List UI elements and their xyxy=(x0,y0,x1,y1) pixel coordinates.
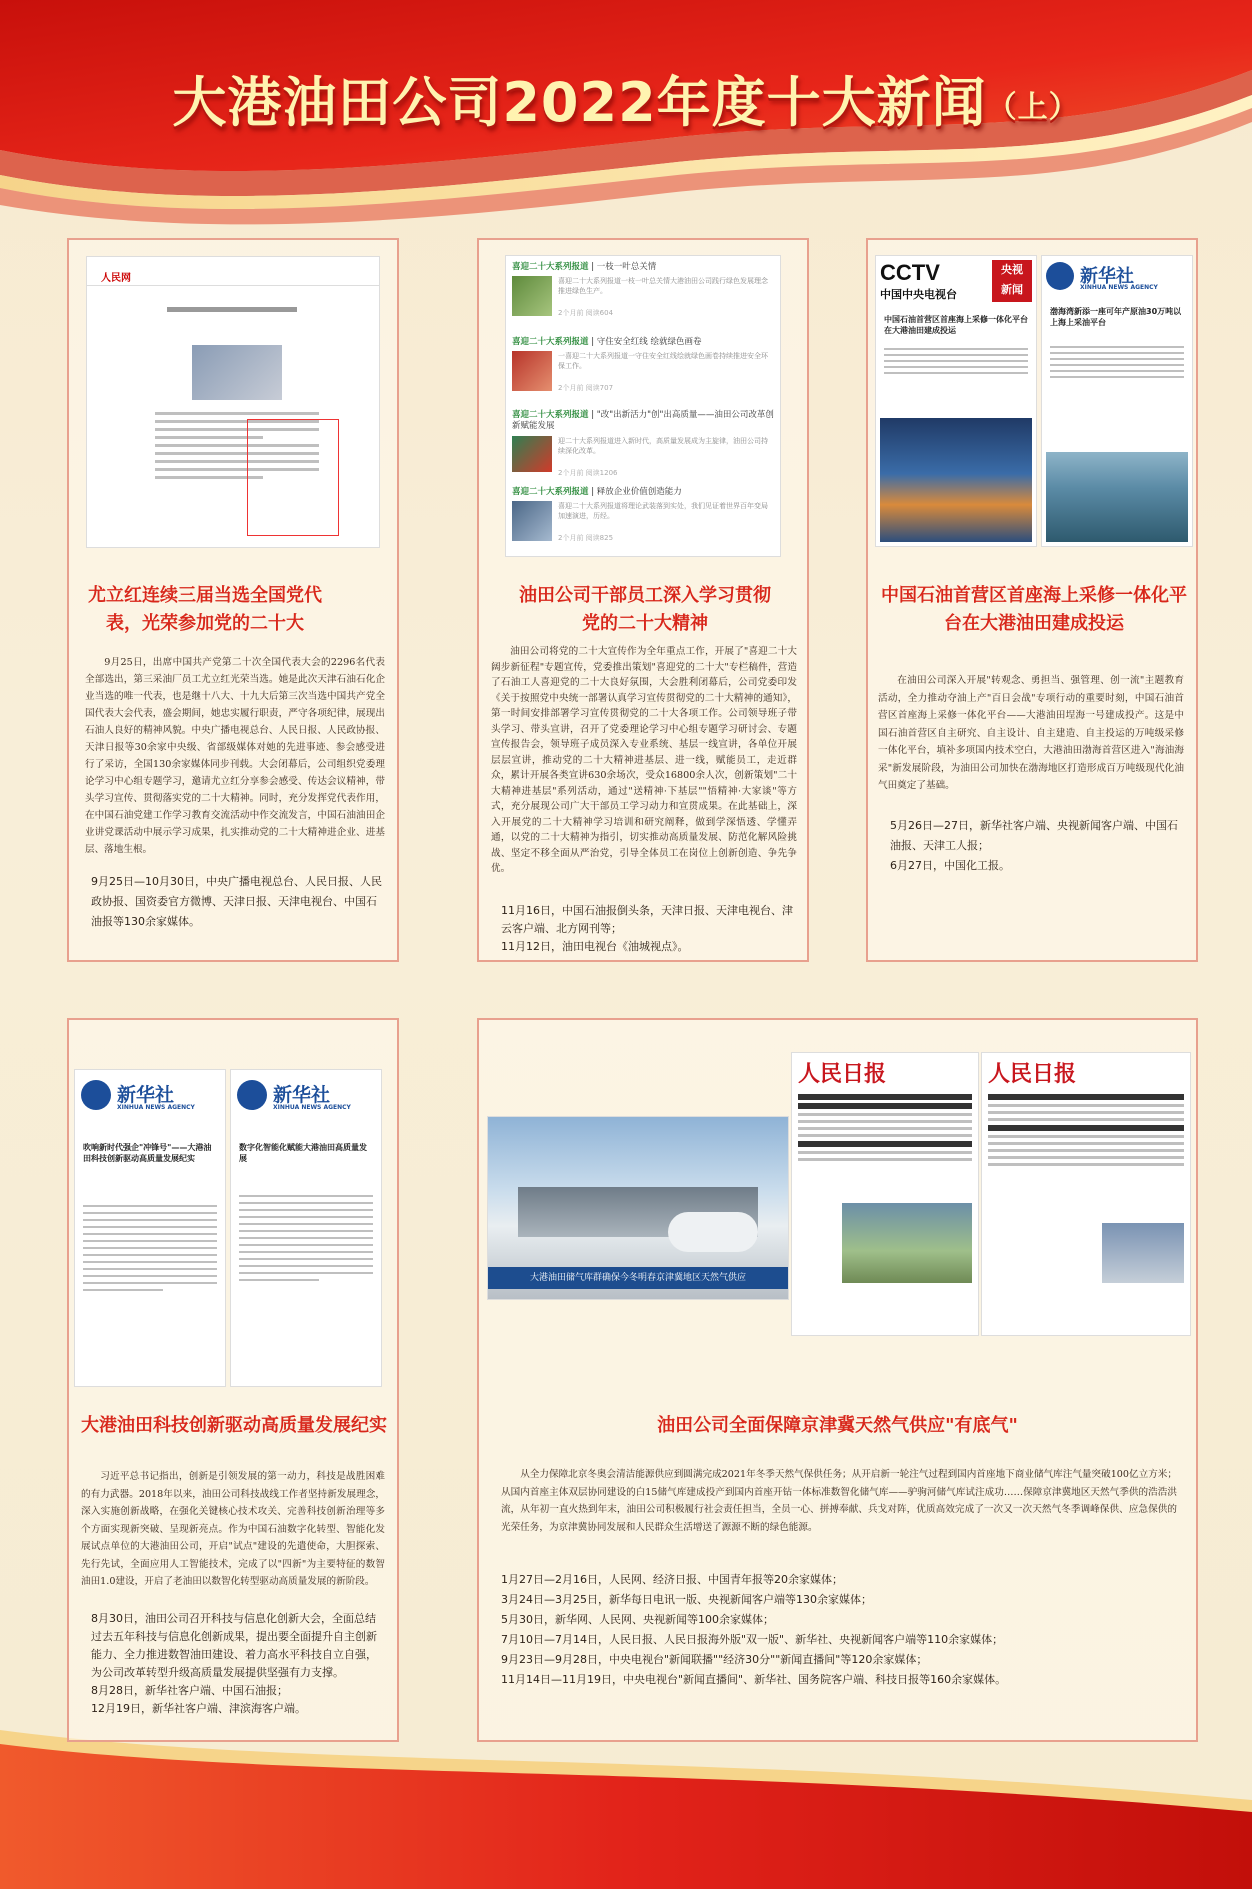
xinhua-article-screenshot-2 xyxy=(231,1070,381,1386)
news-1-screenshot xyxy=(87,257,379,547)
news-5-headline: 油田公司全面保障京津冀天然气供应"有底气" xyxy=(657,1415,1018,1436)
news-5-media-line: 1月27日—2月16日，人民网、经济日报、中国青年报等20余家媒体； xyxy=(501,1573,843,1586)
cctv-badge-line: 央视 xyxy=(1001,263,1023,276)
people-daily-masthead: 人民日报 xyxy=(798,1061,887,1087)
news-2-media-line: 11月12日，油田电视台《油城视点》。 xyxy=(501,940,689,953)
cctv-name: 中国中央电视台 xyxy=(880,288,957,301)
list-item-desc: 喜迎二十大系列报道一枝一叶总关情大港油田公司践行绿色发展理念推进绿色生产。 xyxy=(558,277,768,295)
list-item-meta: 2个月前 阅读604 xyxy=(558,309,614,317)
xinhua-news-screenshot xyxy=(1042,256,1192,546)
news-panel-5 xyxy=(477,1018,1198,1742)
list-item-tag: 喜迎二十大系列报道 xyxy=(512,337,589,347)
people-daily-masthead: 人民日报 xyxy=(988,1061,1077,1087)
news-2-body xyxy=(491,644,797,877)
list-item: 喜迎二十大系列报道 | 守住安全红线 绘就绿色画卷 一喜迎二十大系列报道一守住安全红线绘就绿色画卷持续推进安全环保工作。 2个月前 阅读707 xyxy=(506,331,780,406)
news-2-headline: 油田公司干部员工深入学习贯彻党的二十大精神 xyxy=(519,585,771,634)
news-5-body xyxy=(501,1466,1177,1536)
news-3-media xyxy=(868,816,1184,876)
xinhua-name: 新华社 xyxy=(1080,266,1134,287)
list-item-meta: 2个月前 阅读1206 xyxy=(558,469,618,477)
xinhua-article-title: 数字化智能化赋能大港油田高质量发展 xyxy=(239,1143,367,1163)
cctv-badge-line: 新闻 xyxy=(1001,283,1023,296)
news-4-body xyxy=(81,1468,385,1591)
news-4-body-text: 习近平总书记指出，创新是引领发展的第一动力，科技是战胜困难的有力武器。2018年以来，油田公司科技战线工作者坚持新发展理念，深入实施创新战略，在强化关键核心技术攻关、完善科技创新治理等多个方面实现新突破、呈现新亮点。作为中国石油数字化转型、智能化发展试点单位的大港油田公司，开启"试点"建设的先遣使命，大胆探索、先行先试，全面应用人工智能技术，完成了以"四新"为主要特征的数智油田1.0建设，开启了老油田以数智化转型驱动高质量发展的新阶段。 xyxy=(81,1471,385,1587)
news-2-media-line: 11月16日，中国石油报倒头条，天津日报、天津电视台、津云客户端、北方网刊等； xyxy=(501,904,793,935)
xinhua-english-name: XINHUA NEWS AGENCY xyxy=(1080,284,1158,291)
cctv-news-screenshot xyxy=(876,256,1036,546)
xinhua-logo xyxy=(237,1080,267,1110)
xinhua-article-title: 渤海湾新添一座可年产原油30万吨以上海上采油平台 xyxy=(1050,307,1182,327)
list-item: 喜迎二十大系列报道 | "改"出新活力"创"出高质量——油田公司改革创新赋能发展 迎二十大系列报道进入新时代，高质量发展成为主旋律，油田公司持续深化改革。 2个月前 阅读1206 xyxy=(512,410,774,477)
xinhua-english-name: XINHUA NEWS AGENCY xyxy=(117,1104,195,1111)
list-item-title: 释放企业价值创造能力 xyxy=(596,487,682,497)
news-3-headline: 中国石油首营区首座海上采修一体化平台在大港油田建成投运 xyxy=(881,585,1187,634)
xinhua-logo xyxy=(1046,262,1074,290)
news-2-body-text: 油田公司将党的二十大宣传作为全年重点工作，开展了"喜迎二十大 阔步新征程"专题宣传，党委推出策划"喜迎党的二十大"专栏稿件，营造了石油工人喜迎党的二十大良好氛围，大会胜利闭幕后，公司党委印发《关于按照党中央统一部署认真学习宣传贯彻党的二十大精神的通知》，第一时间安排部署学习宣传贯彻党的二十大各项工作。公司领导班子带头学习、带头宣讲，召开了党委理论学习中心组专题学习研讨会、专题宣传报告会，领导班子成员深入专业系统、基层一线宣讲，各单位开展层层宣讲，推动党的二十大精神进基层、进一线，赋能员工，走近群众，累计开展各类宣讲630余场次，受众16800余人次，创新策划"二十大精神进基层"系列活动，通过"送精神·下基层""悟精神·大家谈"等方式，充分展现公司广大干部员工学习动力和宣贯成果。在此基础上，深入开展党的二十大精神学习培训和研究阐释，做到学深悟透、学懂弄通，以党的二十大精神为指引，切实推动高质量发展、防范化解风险挑战、坚定不移全面从严治党，引导全体员工在岗位上创新创造、争先争优。 xyxy=(491,646,797,874)
news-4-headline: 大港油田科技创新驱动高质量发展纪实 xyxy=(81,1415,387,1436)
list-item-title: "改"出新活力"创"出高质量——油田公司改革创新赋能发展 xyxy=(512,410,774,431)
title-main: 大港油田公司2022年度十大新闻 xyxy=(172,71,987,134)
xinhua-article-screenshot-1 xyxy=(75,1070,225,1386)
title-suffix: （上） xyxy=(986,90,1080,125)
offshore-platform-photo xyxy=(1046,452,1188,542)
list-item: 喜迎二十大系列报道 | 释放企业价值创造能力 喜迎二十大系列报道将理论武装落到实处，我们见证着世界百年变局加速演进，历经。 2个月前 阅读825 xyxy=(506,481,780,556)
tv-news-video-frame xyxy=(488,1117,788,1299)
news-1-media xyxy=(69,872,385,932)
news-3-body-text: 在油田公司深入开展"转观念、勇担当、强管理、创一流"主题教育活动，全力推动夺油上产"百日会战"专项行动的重要时刻，中国石油首营区首座海上采修一体化平台——大港油田埕海一号建成投产。这是中国石油首营区自主研究、自主设计、自主建造、自主投运的万吨级采修一体化平台，填补多项国内技术空白，大港油田渤海首营区进入"海油海采"新发展阶段，为油田公司加快在渤海地区打造形成百万吨级现代化油气田奠定了基础。 xyxy=(878,675,1184,791)
list-item-tag: 喜迎二十大系列报道 xyxy=(512,410,589,420)
xinhua-name: 新华社 xyxy=(273,1084,331,1106)
news-panel-3 xyxy=(866,238,1198,962)
news-1-media-line: 9月25日—10月30日，中央广播电视总台、人民日报、人民政协报、国资委官方微博、天津日报、天津电视台、中国石油报等130余家媒体。 xyxy=(91,875,382,928)
xinhua-logo xyxy=(81,1080,111,1110)
news-3-body xyxy=(878,672,1184,795)
news-5-body-text: 从全力保障北京冬奥会清洁能源供应到圆满完成2021年冬季天然气保供任务；从开启新一轮注气过程到国内首座地下商业储气库注气量突破100亿立方米；从国内首座主体双层协同建设的白15储气库建成投产到国内首座开钻一体标准数智化储气库——驴驹河储气库试注成功……保障京津冀地区天然气季供的浩浩洪流，从年初一直火热到年末，油田公司积极履行社会责任担当，全员一心、拼搏奉献、兵戈对阵，优质高效完成了一次又一次天然气冬季调峰保供、应急保供的光荣任务，为京津冀协同发展和人民群众生活增送了源源不断的绿色能源。 xyxy=(501,1469,1177,1533)
list-item-title: 守住安全红线 绘就绿色画卷 xyxy=(596,337,702,347)
people-daily-front-page-1 xyxy=(792,1053,978,1335)
page-title xyxy=(0,60,1252,137)
bridge-photo xyxy=(842,1203,972,1283)
news-3-media-line: 5月26日—27日，新华社客户端、央视新闻客户端、中国石油报、天津工人报； xyxy=(890,819,1178,852)
cctv-logo: CCTV xyxy=(880,260,940,285)
people-daily-logo: 人民网 xyxy=(101,273,131,284)
news-2-media xyxy=(479,902,799,956)
list-item-tag: 喜迎二十大系列报道 xyxy=(512,262,589,272)
news-1-body-text: 9月25日，出席中国共产党第二十次全国代表大会的2296名代表全部选出，第三采油厂员工尤立红光荣当选。她是此次天津石油石化企业当选的唯一代表，也是继十八大、十九大后第三次当选中国共产党全国代表大会代表，盛会期间，她忠实履行职责，严守各项纪律，展现出石油人良好的精神风貌。中央广播电视总台、人民日报、人民政协报、天津日报等30余家中央级、省部级媒体对她的先进事迹、参会感受进行了采访，全国130余家媒体同步刊载。大会闭幕后，公司组织党委理论学习中心组专题学习，邀请尤立红分享参会感受、传达会议精神，带头学习宣传、贯彻落实党的二十大精神。同时，充分发挥党代表作用，在中国石油党建工作学习教育交流活动中作交流发言，中国石油油田企业讲党课活动中展示学习成果，扎实推动党的二十大精神进企业、进基层、落地生根。 xyxy=(85,657,385,855)
cctv-article-title: 中国石油首营区首座海上采修一体化平台在大港油田建成投运 xyxy=(884,315,1028,335)
list-item: 喜迎二十大系列报道 | 一枝一叶总关情 喜迎二十大系列报道一枝一叶总关情大港油田公司践行绿色发展理念推进绿色生产。 2个月前 阅读604 xyxy=(506,256,780,331)
list-item-meta: 2个月前 阅读707 xyxy=(558,384,614,392)
news-4-media-line: 8月30日，油田公司召开科技与信息化创新大会，全面总结过去五年科技与信息化创新成果，提出要全面提升自主创新能力、全力推进数智油田建设、着力高水平科技自立自强，为公司改革转型升级高质量发展提供坚强有力支撑。 xyxy=(91,1612,377,1679)
list-item-desc: 一喜迎二十大系列报道一守住安全红线绘就绿色画卷持续推进安全环保工作。 xyxy=(558,352,768,370)
news-4-media-line: 12月19日，新华社客户端、津滨海客户端。 xyxy=(91,1702,306,1715)
cctv-news-badge xyxy=(992,260,1032,302)
list-item-tag: 喜迎二十大系列报道 xyxy=(512,487,589,497)
list-item-desc: 迎二十大系列报道进入新时代，高质量发展成为主旋律，油田公司持续深化改革。 xyxy=(558,437,768,455)
news-1-body xyxy=(85,654,385,858)
video-caption: 大港油田储气库群确保今冬明春京津冀地区天然气供应 xyxy=(488,1267,788,1289)
news-2-article-list xyxy=(506,256,780,556)
xinhua-english-name: XINHUA NEWS AGENCY xyxy=(273,1104,351,1111)
news-5-media-line: 11月14日—11月19日，中央电视台"新闻直播间"、新华社、国务院客户端、科技日报等160余家媒体。 xyxy=(501,1673,1007,1686)
news-4-media-line: 8月28日，新华社客户端、中国石油报； xyxy=(91,1684,288,1697)
news-5-media-line: 9月23日—9月28日，中央电视台"新闻联播""经济30分""新闻直播间"等120余家媒体； xyxy=(501,1653,928,1666)
news-1-headline: 尤立红连续三届当选全国党代表，光荣参加党的二十大 xyxy=(88,585,322,634)
news-5-media xyxy=(479,1570,1179,1690)
news-panel-4 xyxy=(67,1018,399,1742)
xinhua-name: 新华社 xyxy=(117,1084,175,1106)
news-panel-2 xyxy=(477,238,809,962)
news-5-media-line: 5月30日，新华网、人民网、央视新闻等100余家媒体； xyxy=(501,1613,774,1626)
list-item-meta: 2个月前 阅读825 xyxy=(558,534,614,542)
news-5-media-line: 7月10日—7月14日，人民日报、人民日报海外版"双一版"、新华社、央视新闻客户端等110余家媒体； xyxy=(501,1633,1004,1646)
list-item-desc: 喜迎二十大系列报道将理论武装落到实处，我们见证着世界百年变局加速演进，历经。 xyxy=(558,502,768,520)
gas-station-photo xyxy=(1102,1223,1184,1283)
people-daily-front-page-2 xyxy=(982,1053,1190,1335)
news-4-media xyxy=(69,1610,385,1718)
news-panel-1 xyxy=(67,238,399,962)
news-3-media-line: 6月27日，中国化工报。 xyxy=(890,859,1010,872)
xinhua-article-title: 吹响新时代强企"冲锋号"——大港油田科技创新驱动高质量发展纪实 xyxy=(83,1143,212,1163)
platform-photo xyxy=(880,418,1032,542)
list-item-title: 一枝一叶总关情 xyxy=(596,262,657,272)
news-5-media-line: 3月24日—3月25日，新华每日电讯一版、央视新闻客户端等130余家媒体； xyxy=(501,1593,872,1606)
